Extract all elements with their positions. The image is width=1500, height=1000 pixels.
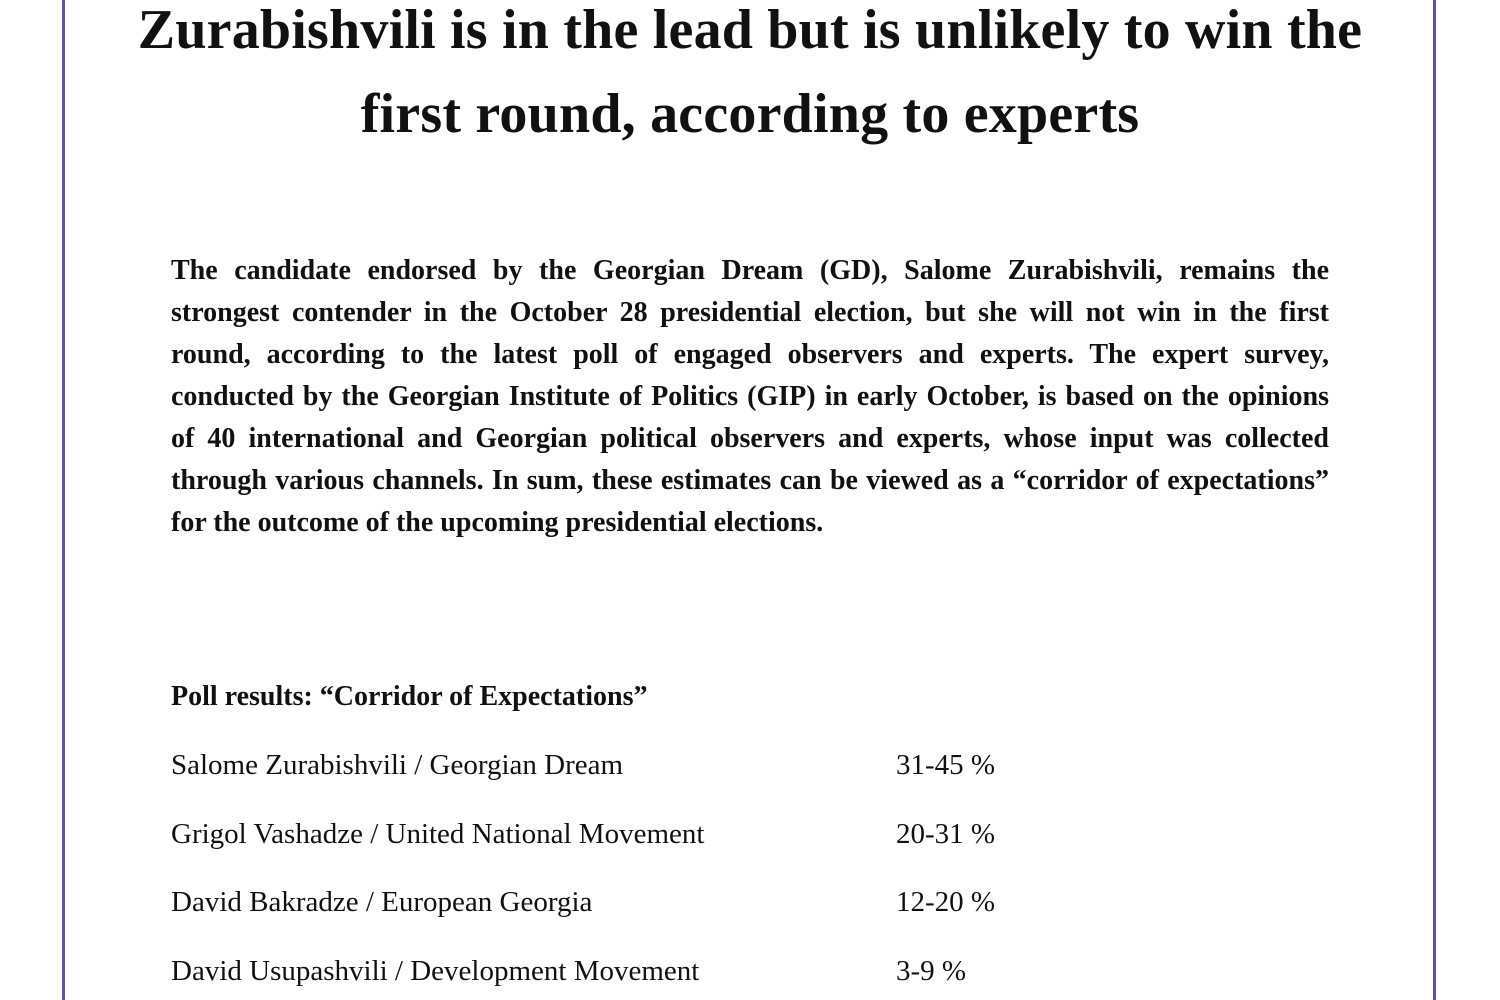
poll-result-range: 3-9 % — [896, 954, 967, 987]
document-title: Zurabishvili is in the lead but is unlikely to win the first round, according to experts — [137, 0, 1363, 145]
poll-result-row — [171, 745, 1171, 814]
poll-candidate-name: Salome Zurabishvili / Georgian Dream — [171, 749, 624, 781]
poll-results-list — [171, 745, 1171, 1000]
poll-result-range: 20-31 % — [896, 817, 996, 850]
poll-result-row — [171, 951, 1171, 1000]
poll-results-heading: Poll results: “Corridor of Expectations” — [171, 681, 648, 712]
poll-result-range: 12-20 % — [896, 886, 996, 918]
poll-candidate-name: David Bakradze / European Georgia — [171, 886, 593, 918]
poll-result-range: 31-45 % — [896, 749, 996, 781]
poll-result-row — [171, 882, 1171, 951]
poll-candidate-name: David Usupashvili / Development Movement — [171, 954, 700, 987]
poll-candidate-name: Grigol Vashadze / United National Movement — [171, 817, 705, 850]
lead-paragraph: The candidate endorsed by the Georgian Dream (GD), Salome Zurabishvili, remains the strongest contender in the October 28 presidential election, but she will not win in the first round, according to the latest poll of engaged observers and experts. The expert survey, conducted by the Georgian Institute of Politics (GIP) in early October, is based on the opinions of 40 international and Georgian political observers and experts, whose input was collected through various channels. In sum, these estimates can be viewed as a “corridor of expectations” for the outcome of the upcoming presidential elections. — [171, 255, 1329, 538]
poll-result-row — [171, 814, 1171, 883]
